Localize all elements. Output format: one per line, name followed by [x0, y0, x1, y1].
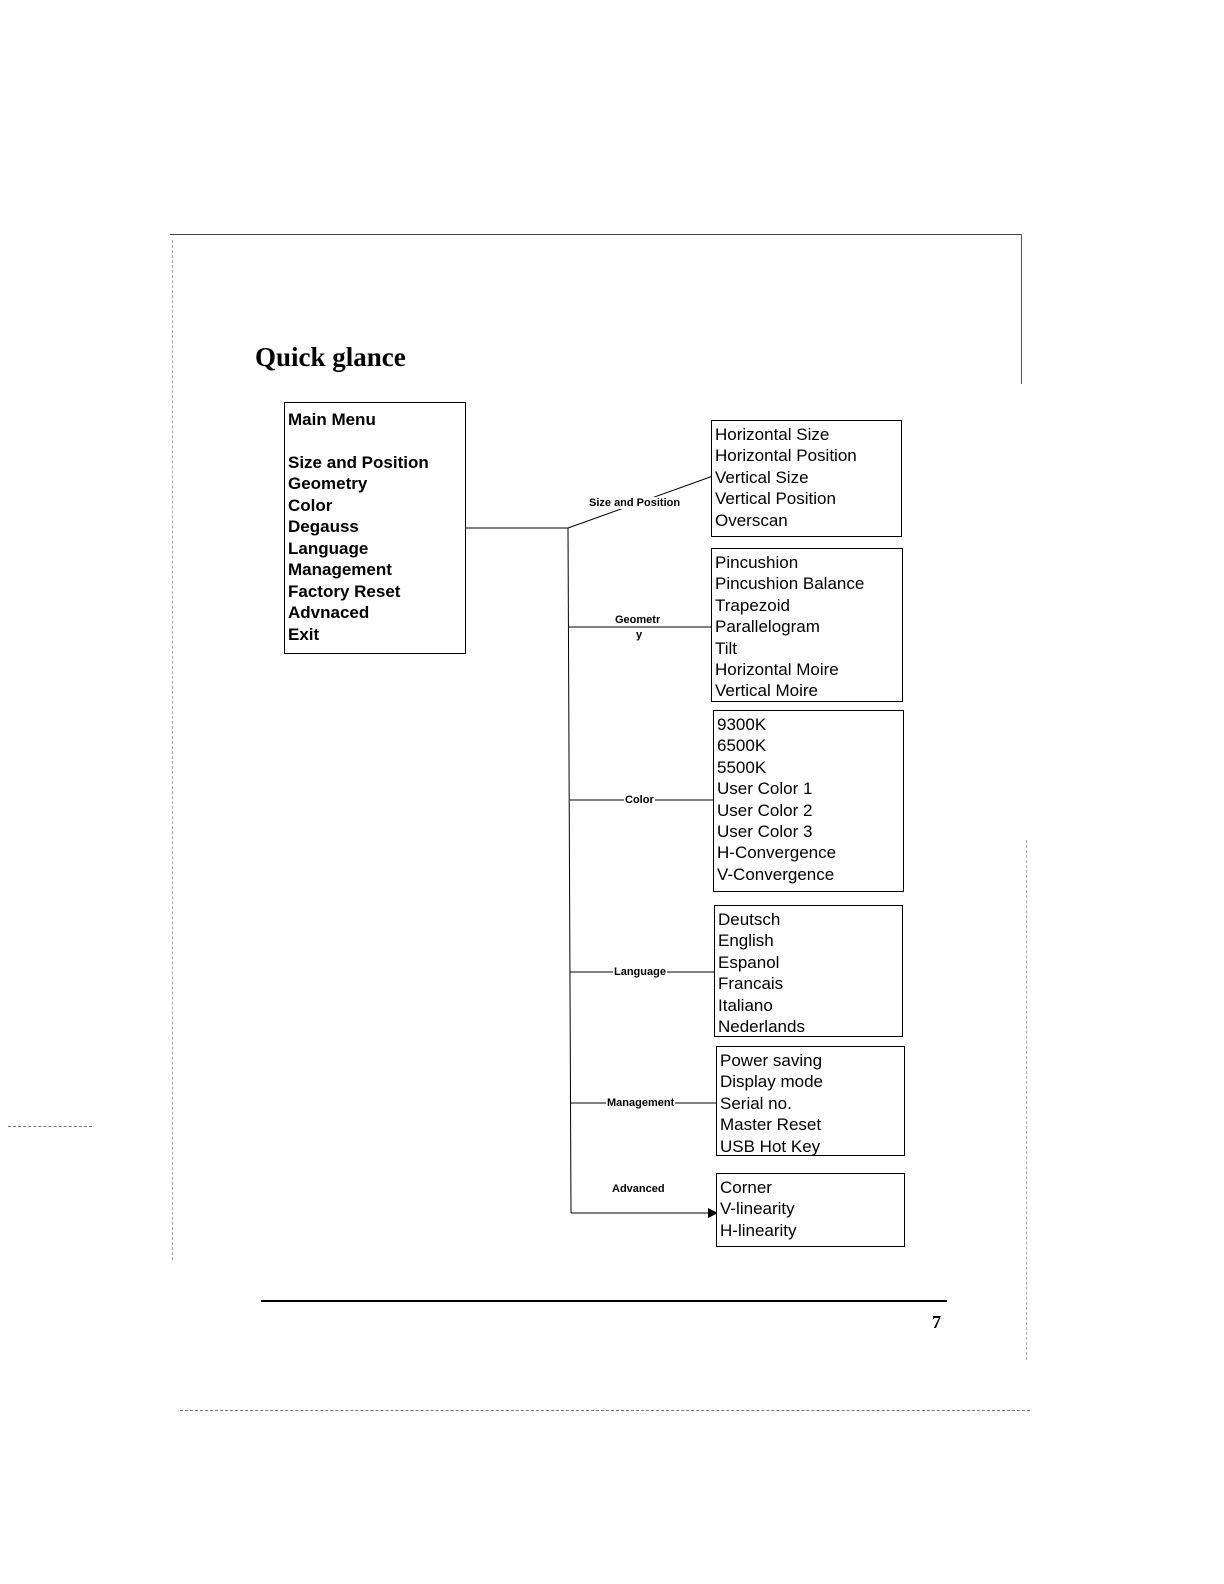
- submenu-item: Deutsch: [718, 910, 781, 929]
- size-position-box: [711, 420, 902, 537]
- submenu-item: V-linearity: [720, 1199, 795, 1219]
- submenu-item: Corner: [720, 1178, 772, 1197]
- submenu-item: Pincushion: [715, 553, 799, 572]
- label-geometry-line1: Geometr: [615, 614, 661, 626]
- submenu-item: User Color 3: [717, 822, 813, 842]
- submenu-item: Tilt: [715, 638, 738, 658]
- main-menu-item-management: Management: [288, 560, 392, 579]
- footer-rule: [261, 1300, 947, 1302]
- submenu-item: Horizontal Size: [715, 425, 830, 444]
- label-geometry-line2: y: [636, 629, 643, 641]
- main-menu-item-color: Color: [288, 495, 333, 515]
- submenu-item: Nederlands: [718, 1017, 805, 1037]
- submenu-item: USB Hot Key: [720, 1136, 821, 1156]
- main-menu-item-advanced: Advnaced: [288, 603, 370, 622]
- page-title: Quick glance: [255, 342, 406, 372]
- label-management: Management: [607, 1097, 675, 1109]
- submenu-item: 5500K: [717, 757, 767, 777]
- main-menu-item-exit: Exit: [288, 624, 320, 644]
- color-box: [713, 710, 904, 892]
- label-language: Language: [614, 966, 666, 978]
- submenu-item: Serial no.: [720, 1093, 792, 1113]
- submenu-item: Trapezoid: [715, 595, 790, 615]
- main-menu-item-size-position: Size and Position: [288, 452, 429, 472]
- trunk-vertical-line: [568, 528, 571, 1213]
- page-number: 7: [932, 1312, 941, 1332]
- label-size-and-position: Size and Position: [589, 497, 681, 509]
- management-box: [716, 1046, 905, 1156]
- submenu-item: Horizontal Moire: [715, 660, 839, 680]
- submenu-item: Power saving: [720, 1051, 823, 1070]
- submenu-item: V-Convergence: [717, 864, 835, 884]
- submenu-item: 6500K: [717, 736, 767, 756]
- submenu-item: Italiano: [718, 995, 773, 1015]
- submenu-item: Parallelogram: [715, 617, 820, 637]
- advanced-box: [716, 1173, 905, 1247]
- submenu-item: Vertical Position: [715, 489, 836, 509]
- main-menu-item-degauss: Degauss: [288, 517, 359, 536]
- submenu-item: Espanol: [718, 952, 780, 972]
- geometry-box: [711, 548, 903, 702]
- label-advanced: Advanced: [612, 1183, 665, 1195]
- main-menu-item-language: Language: [288, 538, 369, 558]
- submenu-item: Master Reset: [720, 1115, 822, 1135]
- submenu-item: Vertical Size: [715, 467, 809, 487]
- submenu-item: H-Convergence: [717, 843, 837, 863]
- main-menu-item-geometry: Geometry: [288, 474, 368, 493]
- main-menu-heading: Main Menu: [288, 410, 376, 429]
- submenu-item: H-linearity: [720, 1220, 797, 1240]
- submenu-item: Vertical Moire: [715, 681, 818, 701]
- submenu-item: Display mode: [720, 1072, 823, 1092]
- submenu-item: 9300K: [717, 715, 767, 734]
- label-color: Color: [625, 794, 654, 806]
- language-box: [714, 905, 903, 1037]
- submenu-item: Francais: [718, 974, 784, 994]
- submenu-item: User Color 1: [717, 779, 813, 799]
- submenu-item: English: [718, 931, 774, 951]
- main-menu-item-factory-reset: Factory Reset: [288, 581, 401, 601]
- submenu-item: User Color 2: [717, 800, 813, 820]
- submenu-item: Pincushion Balance: [715, 574, 865, 594]
- submenu-item: Overscan: [715, 510, 788, 530]
- submenu-item: Horizontal Position: [715, 446, 857, 466]
